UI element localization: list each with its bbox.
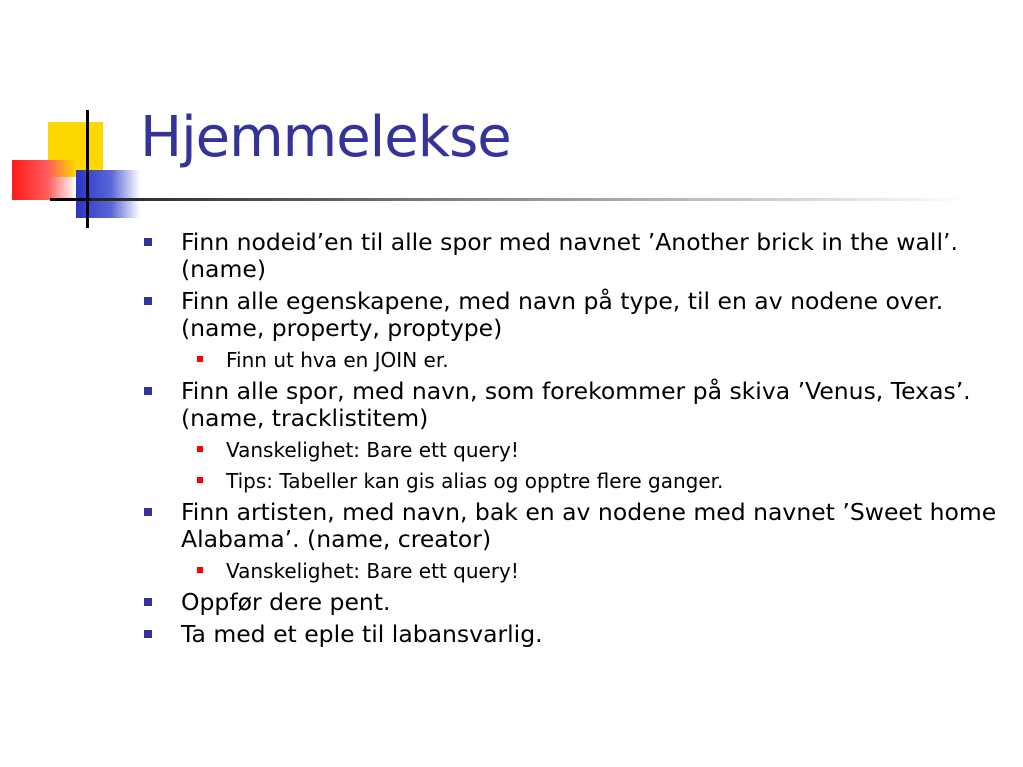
sub-list-item-text: Tips: Tabeller kan gis alias og opptre flere ganger. bbox=[226, 469, 724, 493]
list-item bbox=[140, 621, 1010, 648]
list-item-text: Finn alle egenskapene, med navn på type, til en av nodene over. (name, property, proptype) bbox=[181, 287, 944, 342]
list-item bbox=[140, 229, 1010, 283]
list-item bbox=[140, 378, 1010, 432]
sub-list-item-text: Vanskelighet: Bare ett query! bbox=[226, 438, 519, 462]
sub-list-item bbox=[140, 437, 1010, 463]
square-bullet-icon bbox=[197, 356, 203, 362]
list-item-text: Ta med et eple til labansvarlig. bbox=[181, 620, 543, 648]
list-item-text: Finn alle spor, med navn, som forekommer på skiva ’Venus, Texas’. (name, tracklistitem) bbox=[181, 377, 971, 432]
square-bullet-icon bbox=[144, 238, 152, 246]
title-underline-rule bbox=[90, 198, 970, 201]
square-bullet-icon bbox=[197, 477, 203, 483]
square-bullet-icon bbox=[144, 508, 152, 516]
sub-list-item-text: Finn ut hva en JOIN er. bbox=[226, 348, 449, 372]
sub-list-item bbox=[140, 558, 1010, 584]
list-item bbox=[140, 288, 1010, 342]
list-item bbox=[140, 589, 1010, 616]
square-bullet-icon bbox=[144, 630, 152, 638]
sub-list-item bbox=[140, 347, 1010, 373]
square-bullet-icon bbox=[144, 598, 152, 606]
list-item-text: Finn nodeid’en til alle spor med navnet ’Another brick in the wall’. (name) bbox=[181, 228, 958, 283]
square-bullet-icon bbox=[144, 387, 152, 395]
decorative-vertical-line bbox=[86, 110, 89, 228]
list-item-text: Oppfør dere pent. bbox=[181, 588, 391, 616]
sub-list-item-text: Vanskelighet: Bare ett query! bbox=[226, 559, 519, 583]
list-item bbox=[140, 499, 1010, 553]
list-item-text: Finn artisten, med navn, bak en av nodene med navnet ’Sweet home Alabama’. (name, creator) bbox=[181, 498, 997, 553]
slide-title: Hjemmelekse bbox=[140, 105, 511, 170]
sub-list-item bbox=[140, 468, 1010, 494]
bullet-list bbox=[140, 229, 1010, 653]
square-bullet-icon bbox=[197, 567, 203, 573]
square-bullet-icon bbox=[144, 297, 152, 305]
decorative-red-bar bbox=[12, 160, 76, 200]
square-bullet-icon bbox=[197, 446, 203, 452]
